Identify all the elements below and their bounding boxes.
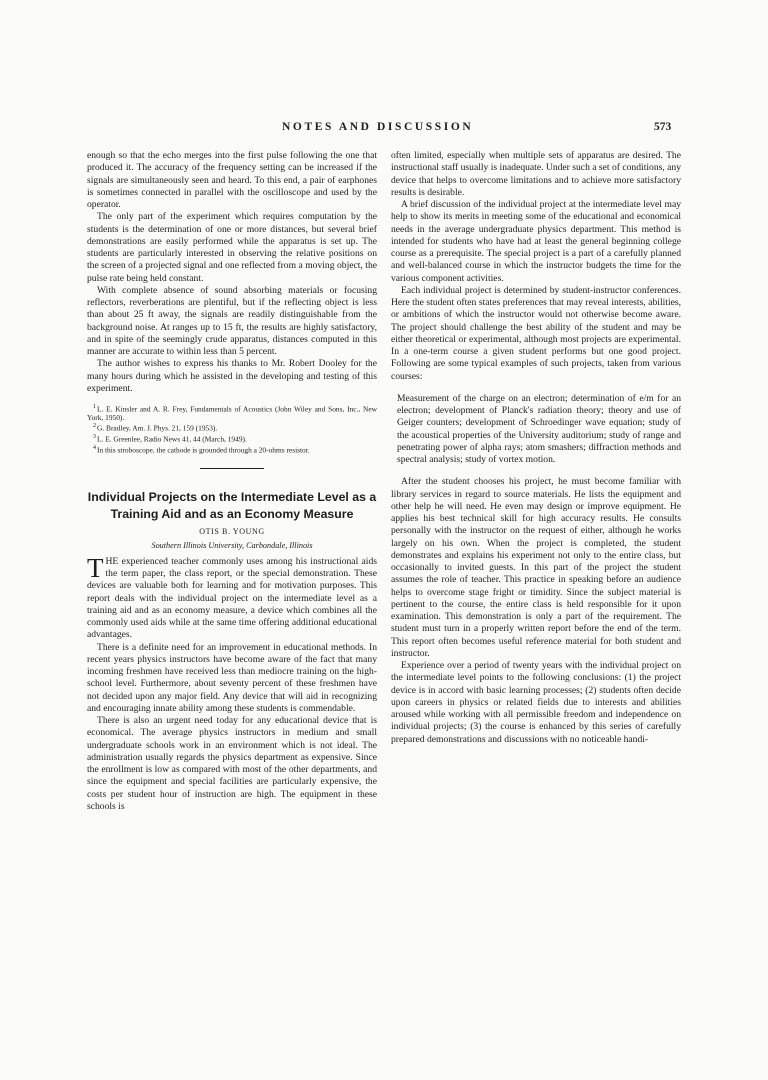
paragraph: Each individual project is determined by student-instructor conferences. Here the student often states preferences that may reveal interests, abilities, or ambitions of which the instructor would not otherwise become aware. The project should challenge the best ability of the student and may be either theoretical or experimental, although most projects are experimental. In a one-term course a given student performs but one good project. Following are some typical examples of such projects, taken from various courses:: [391, 284, 681, 382]
footnote-mark: 3: [93, 433, 96, 440]
paragraph: There is also an urgent need today for any educational device that is economical. The average physics instructors in medium and small undergraduate schools work in an environment which is not ideal. The administration usually regards the physics department as expensive. Since the enrollment is low as compared with most of the other departments, and since the equipment and special facilities are particularly expensive, the costs per student hour of instruction are high. The equipment in these schools is: [87, 715, 377, 812]
running-title: NOTES AND DISCUSSION: [282, 121, 474, 133]
paragraph: Experience over a period of twenty years with the individual project on the intermediate level points to the following conclusions: (1) the project device is in accord with basic learning processes; (2) students often decide upon careers in physics or related fields due to interests and abilities aroused while working with all permissible freedom and independence on individual projects; (3) the course is enhanced by this series of carefully prepared demonstrations and discussions with no noticeable handi-: [391, 660, 681, 745]
footnote: [87, 403, 377, 422]
page-number: 573: [654, 121, 672, 133]
footnote-text: In this stroboscope, the cathode is grounded through a 20-ohms resistor.: [97, 445, 310, 455]
footnote-mark: 4: [93, 444, 96, 451]
course-list: Measurement of the charge on an electron; determination of e/m for an electron; development of Planck's radiation theory; theory and use of Geiger counters; development of Schroedinger wave equation; study of the acoustical properties of the University auditorium; study of range and penetrating power of alpha rays; atom smashers; diffraction methods and spectral analysis; study of vortex motion.: [397, 392, 681, 465]
paragraph: With complete absence of sound absorbing materials or focusing reflectors, reverberations are plentiful, but if the reflecting object is less than about 25 ft away, the signals are readily distinguishable from the background noise. At ranges up to 15 ft, the results are highly satisfactory, and in spite of the seemingly crude apparatus, distances computed in this manner are accurate to within less than 5 percent.: [87, 284, 377, 357]
section-divider: [200, 468, 264, 469]
footnotes: [87, 403, 377, 454]
drop-cap: T: [87, 552, 104, 583]
footnote: [87, 433, 377, 444]
footnote-text: G. Bradley, Am. J. Phys. 21, 159 (1953).: [97, 423, 218, 433]
paragraph: There is a definite need for an improvement in educational methods. In recent years physics instructors have become aware of the fact that many incoming freshmen have received less than mediocre training on the high-school level. Furthermore, about seventy percent of these freshmen have not decided upon any major field. Any device that will aid in recognizing and encouraging innate ability among these students is commendable.: [87, 641, 377, 714]
footnote: [87, 444, 377, 455]
first-paragraph: [87, 552, 377, 642]
footnote-text: L. E. Kinsler and A. R. Frey, Fundamentals of Acoustics (John Wiley and Sons, Inc., New York, 1950).: [87, 404, 377, 422]
footnote-mark: 1: [93, 404, 96, 410]
paragraph: often limited, especially when multiple sets of apparatus are desired. The instructional staff usually is inadequate. Under such a set of conditions, any device that helps to overcome limitations and to achieve more satisfactory results is desirable.: [391, 150, 681, 198]
first-paragraph-text: HE experienced teacher commonly uses among his instructional aids the term paper, the class report, or the special demonstration. These devices are valuable both for learning and for motivation purposes. This report deals with the individual project on the intermediate level as a training aid and as an economy measure, a device which combines all the commonly used aids while at the same time offering additional educational advantages.: [87, 555, 377, 641]
article-author: OTIS B. YOUNG: [199, 527, 265, 537]
footnote: [87, 422, 377, 433]
right-column: [391, 150, 681, 746]
paragraph: The author wishes to express his thanks to Mr. Robert Dooley for the many hours during which he assisted in the developing and testing of this experiment.: [87, 358, 377, 394]
running-head: [0, 121, 768, 137]
footnote-mark: 2: [93, 423, 96, 430]
left-column: [87, 150, 377, 813]
paragraph: The only part of the experiment which requires computation by the students is the determination of one or more distances, but several brief demonstrations are easily performed while the apparatus is set up. The students are particularly interested in observing the relative positions on the screen of a projected signal and one reflected from a moving object, the pulse rate being held constant.: [87, 211, 377, 284]
paragraph: After the student chooses his project, he must become familiar with library services in regard to source materials. He lists the equipment and other help he will need. He even may design or improve equipment. He applies his best technical skill for high accuracy results. He consults personally with the instructor on the request of either, although he works largely on his own. When the project is completed, the student demonstrates and explains his experiment not only to the entire class, but occasionally to invited guests. In this part of the project the student assumes the role of teacher. This practice in speaking before an audience helps to overcome stage fright or timidity. Since the subject material is pertinent to the course, the entire class is held responsible for it upon examination. This demonstration is only a part of the requirement. The student must turn in a properly written report before the end of the term. This report often becomes useful reference material for both student and instructor.: [391, 476, 681, 659]
paragraph: enough so that the echo merges into the first pulse following the one that produced it. The accuracy of the frequency setting can be increased if the signals are simultaneously seen and heard. To this end, a pair of earphones is sometimes connected in parallel with the oscilloscope and used by the operator.: [87, 150, 377, 210]
article-title: Individual Projects on the Intermediate Level as a Training Aid and as an Economy Measure: [87, 490, 377, 521]
paragraph: A brief discussion of the individual project at the intermediate level may help to show its merits in meeting some of the educational and economical needs in the average undergraduate physics department. This method is intended for students who have had at least the general beginning college course as a prerequisite. The special project is a part of a carefully planned and well-balanced course in which the instructor budgets the time for the various component activities.: [391, 199, 681, 284]
course-examples: [397, 393, 681, 467]
footnote-text: L. E. Greenlee, Radio News 41, 44 (March, 1949).: [97, 434, 247, 444]
article-affiliation: Southern Illinois University, Carbondale, Illinois: [151, 540, 313, 550]
